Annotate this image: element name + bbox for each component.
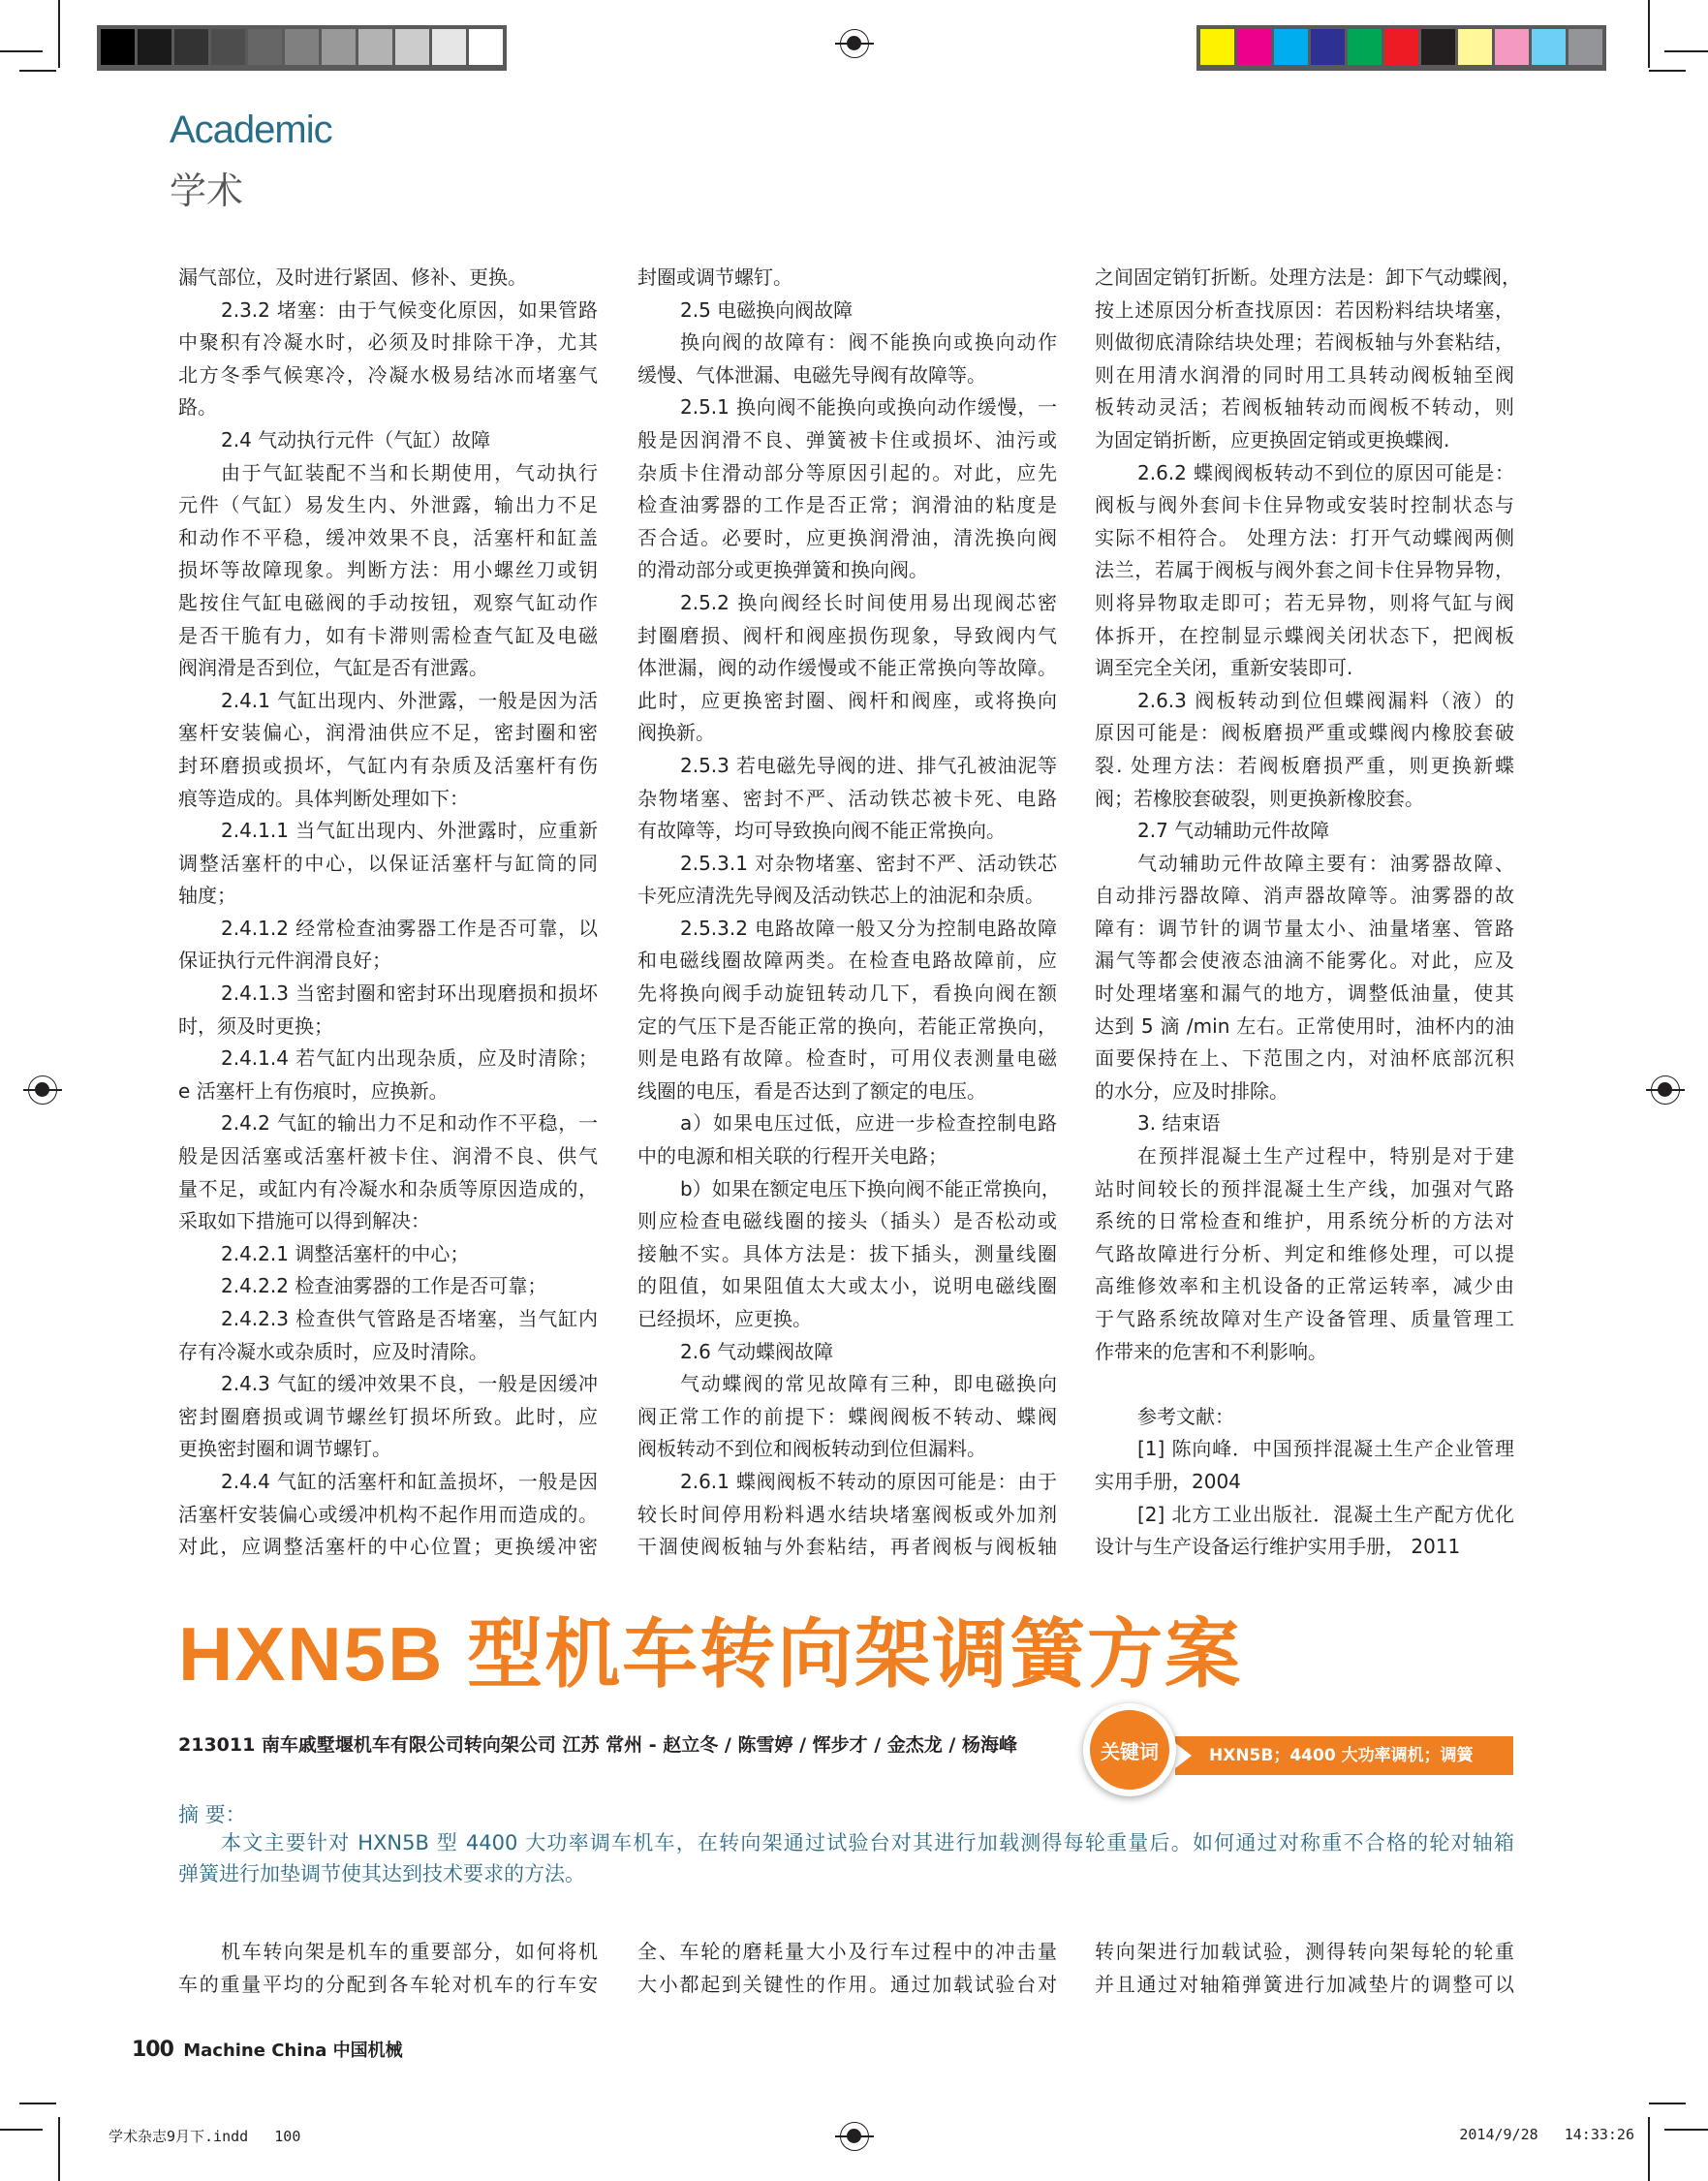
body-line: 转向架进行加载试验，测得转向架每轮的轮重 [1095,1940,1514,1963]
text-line: 的水分，应及时排除。 [1095,1078,1289,1103]
slug-datetime: 2014/9/28 14:33:26 [1459,2126,1634,2143]
slug-filename: 学术杂志9月下.indd 100 [109,2128,301,2145]
paragraph [637,295,1057,327]
text-line: 密封圈磨损或调节螺丝钉损坏所致。此时，应 [178,1404,598,1428]
paragraph [637,913,1057,1108]
text-line: 阀；若橡胶套破裂，则更换新橡胶套。 [1095,786,1424,810]
text-line: 按上述原因分析查找原因：若因粉料结块堵塞， [1095,297,1514,322]
keywords-label: 关键词 [1101,1739,1159,1763]
text-line: 缓慢、气体泄漏、电磁先导阀有故障等。 [637,362,986,387]
paragraph [1095,685,1514,815]
text-line: 时处理堵塞和漏气的地方，调整低油量，使其 [1095,981,1514,1006]
text-line: 元件（气缸）易发生内、外泄露，输出力不足 [178,493,598,517]
abstract-line: 弹簧进行加垫调节使其达到技术要求的方法。 [178,1862,585,1885]
text-column-3 [1095,262,1521,1564]
paragraph [637,848,1057,913]
text-line: 2.4 气动执行元件（气缸）故障 [221,427,491,452]
text-line: 裂. 处理方法：若阀板磨损严重，则更换新蝶 [1095,753,1514,777]
text-line: 2.4.3 气缸的缓冲效果不良，一般是因缓冲 [221,1372,598,1396]
color-swatch [1458,29,1492,65]
paragraph [637,1466,1057,1564]
paragraph [1095,1368,1514,1401]
paragraph [1095,848,1514,1108]
keywords-badge [1083,1703,1176,1796]
crop-mark [58,0,60,68]
text-line: 体泄漏，阀的动作缓慢或不能正常换向等故障。 [637,656,1057,680]
text-line: 北方冬季气候寒冷，冷凝水极易结冰而堵塞气 [178,362,598,387]
text-line: 2.3.2 堵塞：由于气候变化原因，如果管路 [221,297,598,322]
text-line: 障有：调节针的调节量太小、油量堵塞、管路 [1095,916,1514,940]
paragraph [1095,1499,1514,1564]
paragraph [178,424,598,457]
text-line: 先将换向阀手动旋钮转动几下，看换向阀在额 [637,981,1057,1006]
crop-mark [1664,2129,1708,2131]
text-line: 干涸使阀板轴与外套粘结，再者阀板与阀板轴 [637,1535,1057,1559]
color-swatch [1495,29,1529,65]
color-swatch [395,29,429,65]
text-line: 封圈磨损、阀杆和阀座损伤现象，导致阀内气 [637,623,1057,647]
magazine-name: Machine China 中国机械 [183,2041,403,2061]
crop-mark [1648,0,1650,68]
text-line: 量不足，或缸内有冷凝水和杂质等原因造成的， [178,1176,598,1200]
text-line: 和动作不平稳，缓冲效果不良，活塞杆和缸盖 [178,525,598,549]
paragraph [1095,1433,1514,1498]
text-line: 于气路系统故障对生产设备管理、质量管理工 [1095,1307,1514,1330]
registration-mark-icon [1651,1075,1680,1105]
text-line: 2.4.2.3 检查供气管路是否堵塞，当气缸内 [221,1307,598,1330]
body-line: 车的重量平均的分配到各车轮对机车的行车安 [178,1972,598,1996]
article-body-column-2 [637,1936,1057,2001]
text-line: 2.4.2 气缸的输出力不足和动作不平稳，一 [221,1111,598,1136]
text-line: 2.7 气动辅助元件故障 [1137,819,1330,843]
text-line: 2.4.1.1 当气缸出现内、外泄露时，应重新 [221,819,598,843]
text-line: 阀板转动不到位和阀板转动到位但漏料。 [637,1437,986,1461]
text-line: 路。 [178,395,217,420]
paragraph [178,815,598,913]
text-line: 封环磨损或损坏，气缸内有杂质及活塞杆有伤 [178,753,598,777]
paragraph [1095,815,1514,848]
crop-mark [19,70,56,72]
text-line: 更换密封圈和调节螺钉。 [178,1437,391,1461]
text-line: 般是因润滑不良、弹簧被卡住或损坏、油污或 [637,427,1057,452]
text-line: 损坏等故障现象。判断方法：用小螺丝刀或钥 [178,558,598,582]
text-line: 板转动灵活；若阀板轴转动而阀板不转动，则 [1095,395,1514,420]
text-line: 的滑动部分或更换弹簧和换向阀。 [637,558,928,582]
text-line: 气路故障进行分析、判定和维修处理，可以提 [1095,1241,1514,1265]
color-swatch [1274,29,1308,65]
color-swatch [469,29,503,65]
text-line: 否合适。必要时，应更换润滑油，清洗换向阀 [637,525,1057,549]
text-line: 和电磁线圈故障两类。在检查电路故障前，应 [637,949,1057,973]
paragraph [178,1043,598,1107]
text-line: 气动蝶阀的常见故障有三种，即电磁换向 [680,1372,1057,1396]
paragraph [637,1107,1057,1172]
article-body-column-1 [178,1936,598,2001]
paragraph [1095,1140,1514,1368]
text-line: 卡死应清洗先导阀及活动铁芯上的油泥和杂质。 [637,884,1044,908]
text-line: 2.4.2.1 调整活塞杆的中心； [221,1241,470,1265]
crop-mark [58,2117,60,2181]
text-line: 2.4.1.4 若气缸内出现杂质，应及时清除； [221,1046,598,1071]
text-line: 漏气等都会使液态油滴不能雾化。对此，应及 [1095,949,1514,973]
text-line: 中聚积有冷凝水时，必须及时排除干净，尤其 [178,330,598,355]
crop-mark [0,50,43,52]
text-line: [2] 北方工业出版社．混凝土生产配方优化 [1137,1502,1514,1526]
text-line: 阀换新。 [637,721,715,745]
text-line: 2.5 电磁换向阀故障 [680,297,854,322]
text-line: 时，须及时更换； [178,1013,333,1038]
color-swatch [1421,29,1455,65]
color-swatch [285,29,319,65]
text-line: 2.5.3 若电磁先导阀的进、排气孔被油泥等 [680,753,1057,777]
text-line [1095,1368,1514,1401]
paragraph [637,587,1057,750]
color-swatch [1348,29,1382,65]
crop-mark [0,2129,43,2131]
text-line: 对此，应调整活塞杆的中心位置；更换缓冲密 [178,1535,598,1559]
color-swatch [101,29,135,65]
text-line: 杂质卡住滑动部分等原因引起的。对此，应先 [637,460,1057,484]
body-line: 机车转向架是机车的重要部分，如何将机 [221,1940,598,1963]
text-line: [1] 陈向峰．中国预拌混凝土生产企业管理 [1137,1437,1514,1461]
text-line: 较长时间停用粉料遇水结块堵塞阀板或外加剂 [637,1502,1057,1526]
article-authors: 213011 南车戚墅堰机车有限公司转向架公司 江苏 常州 - 赵立冬 / 陈雪婷 / 恽步才 / 金杰龙 / 杨海峰 [178,1734,1017,1756]
crop-mark [1649,70,1686,72]
text-column-2 [637,262,1061,1564]
text-line: 轴度； [178,884,236,908]
text-line: 阀板与阀外套间卡住异物或安装时控制状态与 [1095,493,1514,517]
page-footer [132,2037,403,2062]
text-line: 法兰，若属于阀板与阀外套之间卡住异物异物， [1095,558,1514,582]
text-line: 痕等造成的。具体判断处理如下： [178,786,469,810]
paragraph [637,1368,1057,1466]
text-line: a）如果电压过低，应进一步检查控制电路 [680,1111,1057,1136]
paragraph [178,1303,598,1368]
text-line: 活塞杆安装偏心或缓冲机构不起作用而造成的。 [178,1502,598,1526]
text-line: 2.5.2 换向阀经长时间使用易出现阀芯密 [680,590,1057,614]
text-line: 则将异物取走即可；若无异物，则将气缸与阀 [1095,590,1514,614]
paragraph [178,913,598,978]
text-line: 自动排污器故障、消声器故障等。油雾器的故 [1095,884,1514,908]
text-line: 由于气缸装配不当和长期使用，气动执行 [221,460,598,484]
text-line: 作带来的危害和不利影响。 [1095,1339,1327,1363]
color-swatch [322,29,356,65]
abstract-label: 摘 要： [178,1803,246,1826]
text-line: 换向阀的故障有：阀不能换向或换向动作 [680,330,1057,355]
text-line: 设计与生产设备运行维护实用手册， 2011 [1095,1535,1461,1559]
text-line: 为固定销折断，应更换固定销或更换蝶阀. [1095,427,1450,452]
text-line: 之间固定销钉折断。处理方法是：卸下气动蝶阀， [1095,265,1521,289]
paragraph [637,327,1057,391]
text-line: 保证执行元件润滑良好； [178,949,391,973]
text-line: 杂物堵塞、密封不严、活动铁芯被卡死、电路 [637,786,1057,810]
text-line: 则在用清水润滑的同时用工具转动阀板轴至阀 [1095,362,1514,387]
text-line: 参考文献： [1137,1404,1234,1428]
text-line: 的阻值，如果阻值太大或太小，说明电磁线圈 [637,1274,1057,1298]
text-line: 系统的日常检查和维护，用系统分析的方法对 [1095,1209,1514,1233]
text-line: 原因可能是：阀板磨损严重或蝶阀内橡胶套破 [1095,721,1514,745]
text-line: b）如果在额定电压下换向阀不能正常换向， [680,1176,1061,1200]
text-line: 阀正常工作的前提下：蝶阀阀板不转动、蝶阀 [637,1404,1057,1428]
body-line: 全、车轮的磨耗量大小及行车过程中的冲击量 [637,1940,1057,1963]
text-line: 2.6.3 阀板转动到位但蝶阀漏料（液）的 [1137,688,1514,712]
article-title: HXN5B 型机车转向架调簧方案 [178,1611,1243,1697]
color-swatch [1311,29,1345,65]
color-swatch [432,29,466,65]
text-line: 2.4.1.3 当密封圈和密封环出现磨损和损坏 [221,981,598,1006]
text-line: 则是电路有故障。检查时，可用仪表测量电磁 [637,1046,1057,1071]
color-swatch [1200,29,1234,65]
paragraph [178,457,598,685]
text-column-1 [178,262,598,1564]
section-label-cn: 学术 [170,170,244,212]
text-line: 2.6 气动蝶阀故障 [680,1339,834,1363]
text-line: 站时间较长的预拌混凝土生产线，加强对气路 [1095,1176,1514,1200]
text-line: 实际不相符合。 处理方法：打开气动蝶阀两侧 [1095,525,1514,549]
text-line: 则应检查电磁线圈的接头（插头）是否松动或 [637,1209,1057,1233]
text-line: 中的电源和相关联的行程开关电路； [637,1144,947,1168]
text-line: 2.6.1 蝶阀阀板不转动的原因可能是：由于 [680,1469,1057,1493]
text-line: 存有冷凝水或杂质时，应及时清除。 [178,1339,488,1363]
text-line: 高维修效率和主机设备的正常运转率，减少由 [1095,1274,1514,1298]
text-line: 接触不实。具体方法是：拔下插头，测量线圈 [637,1241,1057,1265]
paragraph [178,1238,598,1271]
text-line: 般是因活塞或活塞杆被卡住、润滑不良、供气 [178,1144,598,1168]
text-line: 采取如下措施可以得到解决： [178,1209,430,1233]
text-line: 达到 5 滴 /min 左右。正常使用时，油杯内的油 [1095,1013,1514,1038]
text-line: 2.5.3.2 电路故障一般又分为控制电路故障 [680,916,1057,940]
color-swatch [1384,29,1418,65]
text-line: 2.5.3.1 对杂物堵塞、密封不严、活动铁芯 [680,851,1057,875]
text-line: 是否干脆有力，如有卡滞则需检查气缸及电磁 [178,623,598,647]
paragraph [637,391,1057,587]
paragraph [637,262,1057,295]
text-line: 体拆开，在控制显示蝶阀关闭状态下，把阀板 [1095,623,1514,647]
article-body-column-3 [1095,1936,1514,2001]
abstract-line: 本文主要针对 HXN5B 型 4400 大功率调车机车，在转向架通过试验台对其进行加载测得每轮重量后。如何通过对称重不合格的轮对轴箱 [221,1831,1514,1854]
registration-mark-icon [840,29,869,58]
registration-mark-icon [840,2122,869,2151]
text-line: 匙按住气缸电磁阀的手动按钮，观察气缸动作 [178,590,598,614]
paragraph [637,1173,1061,1336]
text-line: 塞杆安装偏心，润滑油供应不足，密封圈和密 [178,721,598,745]
text-line: 3. 结束语 [1137,1111,1221,1136]
text-line: 此时，应更换密封圈、阀杆和阀座，或将换向 [637,688,1057,712]
color-swatch [248,29,282,65]
color-swatch [358,29,392,65]
paragraph [178,1270,598,1303]
color-swatch [1568,29,1602,65]
text-line: 2.4.1 气缸出现内、外泄露，一般是因为活 [221,688,598,712]
cmyk-color-bar [1196,25,1606,71]
crop-mark [1649,2103,1686,2104]
text-line: 2.6.2 蝶阀阀板转动不到位的原因可能是： [1137,460,1514,484]
paragraph [1095,457,1514,685]
text-line: 2.4.1.2 经常检查油雾器工作是否可靠，以 [221,916,598,940]
text-line: 有故障等，均可导致换向阀不能正常换向。 [637,819,1006,843]
text-line: 则做彻底清除结块处理；若阀板轴与外套粘结， [1095,330,1514,355]
text-line: 2.5.1 换向阀不能换向或换向动作缓慢，一 [680,395,1057,420]
text-line: 线圈的电压，看是否达到了额定的电压。 [637,1078,986,1103]
text-line: 气动辅助元件故障主要有：油雾器故障、 [1137,851,1514,875]
body-line: 并且通过对轴箱弹簧进行加减垫片的调整可以 [1095,1972,1514,1996]
paragraph [1095,262,1521,457]
text-line: 漏气部位，及时进行紧固、修补、更换。 [178,265,527,289]
color-swatch [1532,29,1566,65]
text-line: 面要保持在上、下范围之内，对油杯底部沉积 [1095,1046,1514,1071]
color-swatch [138,29,171,65]
page-number: 100 [132,2038,173,2062]
paragraph [637,750,1057,848]
crop-mark [19,2103,56,2104]
keywords-text: HXN5B；4400 大功率调机；调簧 [1175,1736,1513,1775]
text-line: 检查油雾器的工作是否正常；润滑油的粘度是 [637,493,1057,517]
crop-mark [1664,50,1708,52]
color-swatch [1237,29,1271,65]
text-line: 2.4.4 气缸的活塞杆和缸盖损坏，一般是因 [221,1469,598,1493]
text-line: 定的气压下是否能正常的换向，若能正常换向， [637,1013,1057,1038]
paragraph [637,1336,1057,1369]
text-line: 2.4.2.2 检查油雾器的工作是否可靠； [221,1274,547,1298]
text-line: 阀润滑是否到位，气缸是否有泄露。 [178,656,488,680]
text-line: 已经损坏，应更换。 [637,1307,812,1330]
text-line: 在预拌混凝土生产过程中，特别是对于建 [1137,1144,1514,1168]
registration-mark-icon [28,1075,57,1105]
text-line: e 活塞杆上有伤痕时，应换新。 [178,1078,449,1103]
color-swatch [174,29,208,65]
paragraph [178,1466,598,1564]
paragraph [1095,1401,1514,1434]
body-line: 大小都起到关键性的作用。通过加载试验台对 [637,1972,1057,1996]
text-line: 实用手册，2004 [1095,1469,1241,1493]
paragraph [178,262,598,295]
section-label-en: Academic [170,109,332,151]
color-swatch [211,29,245,65]
text-line: 封圈或调节螺钉。 [637,265,792,289]
paragraph [178,685,598,815]
grayscale-color-bar [97,25,507,71]
paragraph [1095,1107,1514,1140]
paragraph [178,1107,598,1237]
paragraph [178,978,598,1043]
paragraph [178,295,598,424]
paragraph [178,1368,598,1466]
crop-mark [1648,2117,1650,2181]
text-line: 调整活塞杆的中心，以保证活塞杆与缸筒的同 [178,851,598,875]
text-line: 调至完全关闭，重新安装即可. [1095,656,1353,680]
